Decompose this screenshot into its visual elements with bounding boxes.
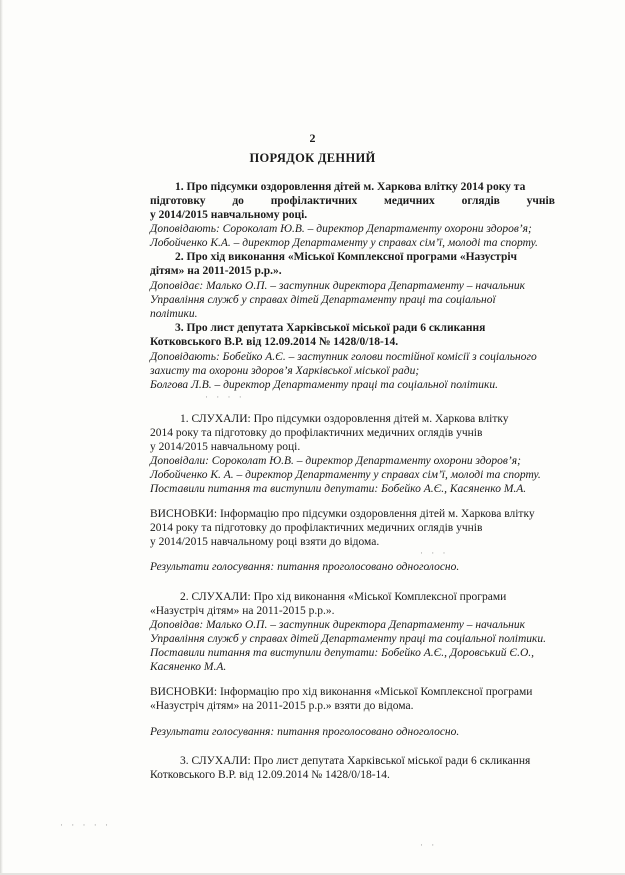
- word: оглядів: [461, 195, 500, 207]
- agenda-item-1-speaker: Доповідають: Сороколат Ю.В. – директор Департаменту охорони здоров’я;: [150, 223, 532, 235]
- conclusion-1-line: у 2014/2015 навчальному році взяти до відома.: [150, 536, 380, 548]
- scan-noise: · ·: [420, 840, 438, 850]
- heard-item-3-line: Котковського В.Р. від 12.09.2014 № 1428/0/18-14.: [150, 769, 390, 781]
- scan-noise: · · · · ·: [60, 820, 111, 830]
- agenda-item-3-speaker: захисту та охорони здоров’я Харківської міської ради;: [150, 365, 420, 377]
- conclusion-1-line: 2014 року та підготовку до профілактичних медичних оглядів учнів: [150, 522, 483, 534]
- agenda-item-2-speaker: політики.: [150, 308, 198, 320]
- agenda-item-3-line: Котковського В.Р. від 12.09.2014 № 1428/0/18-14.: [150, 336, 399, 348]
- heard-item-1-speaker: Лобойченко К. А. – директор Департаменту у справах сім’ї, молоді та спорту.: [150, 469, 541, 481]
- vote-result: Результати голосування: питання проголосовано одноголосно.: [150, 561, 460, 573]
- conclusion-2-line: ВИСНОВКИ: Інформацію про хід виконання «Міської Комплексної програми: [150, 686, 533, 698]
- heard-item-2-speakers: Поставили питання та виступили депутати: Бобейко А.Є., Доровський Є.О.,: [150, 647, 535, 659]
- heard-item-1-line: у 2014/2015 навчальному році.: [150, 441, 301, 453]
- page-number: 2: [309, 131, 316, 145]
- heard-item-1-line: 1. СЛУХАЛИ: Про підсумки оздоровлення дітей м. Харкова влітку: [180, 413, 509, 425]
- agenda-item-3-line: 3. Про лист депутата Харківської міської ради 6 скликання: [175, 322, 486, 334]
- scan-noise: · · · ·: [205, 392, 245, 402]
- agenda-item-1-line: 1. Про підсумки оздоровлення дітей м. Харкова влітку 2014 року та: [175, 181, 526, 193]
- scan-noise: · · ·: [420, 548, 449, 558]
- word: до: [232, 195, 244, 207]
- heard-item-2-line: «Назустріч дітям» на 2011-2015 р.р.».: [150, 605, 335, 617]
- heard-item-2-line: 2. СЛУХАЛИ: Про хід виконання «Міської Комплексної програми: [180, 591, 507, 603]
- agenda-item-2-line: дітям» на 2011-2015 р.р.».: [150, 265, 282, 277]
- heard-item-2-speaker: Управління служб у справах дітей Департаменту праці та соціальної політики.: [150, 633, 547, 645]
- agenda-item-1-line: [150, 194, 555, 208]
- word: медичних: [384, 195, 435, 207]
- heard-item-3-line: 3. СЛУХАЛИ: Про лист депутата Харківської міської ради 6 скликання: [180, 755, 531, 767]
- conclusion-2-line: «Назустріч дітям» на 2011-2015 р.р.» взяти до відома.: [150, 700, 414, 712]
- conclusion-1-line: ВИСНОВКИ: Інформацію про підсумки оздоровлення дітей м. Харкова влітку: [150, 508, 535, 520]
- agenda-item-2-speaker: Управління служб у справах дітей Департаменту праці та соціальної: [150, 294, 496, 306]
- heard-item-2-speakers: Касяненко М.А.: [150, 661, 227, 673]
- agenda-item-3-speaker: Болгова Л.В. – директор Департаменту праці та соціальної політики.: [150, 379, 498, 391]
- word: профілактичних: [270, 195, 358, 207]
- agenda-item-1-line: у 2014/2015 навчальному році.: [150, 209, 308, 221]
- word: учнів: [526, 195, 555, 207]
- heard-item-2-speaker: Доповідав: Малько О.П. – заступник директора Департаменту – начальник: [150, 619, 525, 631]
- agenda-item-3-speaker: Доповідають: Бобейко А.Є. – заступник голови постійної комісії з соціального: [150, 351, 537, 363]
- heard-item-1-line: 2014 року та підготовку до профілактичних медичних оглядів учнів: [150, 427, 483, 439]
- heard-item-1-speaker: Доповідали: Сороколат Ю.В. – директор Департаменту охорони здоров’я;: [150, 455, 521, 467]
- agenda-title: ПОРЯДОК ДЕННИЙ: [249, 151, 376, 165]
- agenda-item-1-speaker: Лобойченко К.А. – директор Департаменту у справах сім’ї, молоді та спорту.: [150, 237, 538, 249]
- vote-result: Результати голосування: питання проголосовано одноголосно.: [150, 726, 460, 738]
- agenda-item-2-speaker: Доповідає: Малько О.П. – заступник директора Департаменту – начальник: [150, 280, 525, 292]
- agenda-item-2-line: 2. Про хід виконання «Міської Комплексної програми «Назустріч: [175, 251, 518, 263]
- word: підготовку: [150, 195, 206, 207]
- heard-item-1-speakers: Поставили питання та виступили депутати: Бобейко А.Є., Касяненко М.А.: [150, 483, 527, 495]
